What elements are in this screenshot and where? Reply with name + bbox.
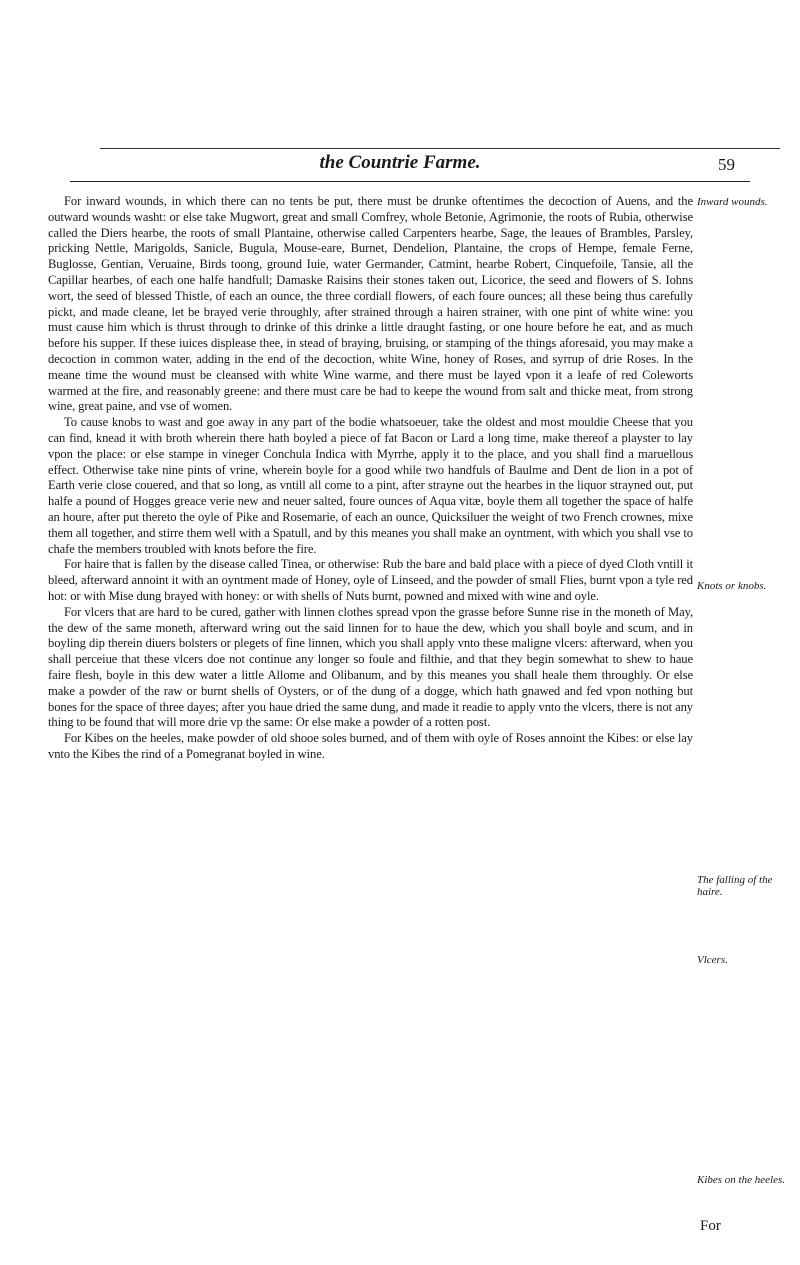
margin-note-inward-wounds: Inward wounds. — [697, 196, 768, 208]
catchword: For — [700, 1218, 721, 1234]
top-rule — [100, 148, 780, 149]
margin-note-knobs: Knots or knobs. — [697, 580, 767, 592]
page-header — [0, 152, 800, 184]
page-number: 59 — [718, 155, 735, 174]
paragraph-inward-wounds: For inward wounds, in which there can no tents be put, there must be drunke oftentimes the decoction of Auens, and the outward wounds washt: or else take Mugwort, great and small Comfrey, whole Betonie, Agrimonie, the roots of Rubia, otherwise called the Diers hearbe, the roots of small Plantaine, otherwise called Carpenters hearbe, Sage, the leaues of Brambles, Parsley, pricking Nettle, Marigolds, Sanicle, Bugula, Mouse-eare, Burnet, Dendelion, Plantaine, the crops of Hempe, female Ferne, Buglosse, Gentian, Veruaine, Birds toong, ground Iuie, water Germander, Catmint, hearbe Robert, Cinquefoile, Tansie, all the Capillar hearbes, of each one halfe handfull; Damaske Raisins their stones taken out, Licorice, the seed and flowers of S. Iohns wort, the seed of blessed Thistle, of each an ounce, the three cordiall flowers, of each foure ounces; all these being thus carefully pickt, and made cleane, let be brayed verie throughly, after strained through a hairen strainer, with one pint of white wine: you must cause him which is thrust through to drinke of this drinke a little draught fasting, or one houre before he eat, and as much before his supper. If these iuices displease thee, in stead of braying, bruising, or stamping of the things aforesaid, you may make a decoction in common water, adding in the end of the decoction, white Wine, honey of Roses, and syrrup of drie Roses. In the meane time the wound must be cleansed with white Wine warme, and there must be layed vpon it a leafe of red Coleworts warmed at the fire, and reasonably greene: and there must care be had to keepe the wound from salt and thicke meat, from strong wine, great paine, and vse of women. — [48, 194, 693, 414]
body-text — [48, 194, 693, 763]
paragraph-vlcers: For vlcers that are hard to be cured, gather with linnen clothes spread vpon the grasse before Sunne rise in the moneth of May, the dew of the same moneth, afterward wring out the said linnen for to haue the dew, which you shall boyle and scum, and in boyling dip therein diuers bolsters or plegets of fine linnen, which you shall apply vnto these maligne vlcers: afterward, when you shall perceiue that these vlcers doe not continue any longer so foule and filthie, and that they begin somewhat to shew to haue faire flesh, boyle in this dew water a little Allome and Olibanum, and by this meanes you shall heale them throughly. Or else make a powder of the raw or burnt shells of Oysters, or of the dung of a dogge, which hath gnawed and fed vpon nothing but bones for the space of three dayes; after you haue dried the same dung, and made it readie to apply vnto the vlcers, there is not any thing to be found that will more drie vp the same: Or else make a powder of a rotten post. — [48, 604, 693, 730]
margin-note-kibes: Kibes on the heeles. — [697, 1174, 785, 1186]
margin-note-vlcers: Vlcers. — [697, 954, 728, 966]
running-title: the Countrie Farme. — [319, 152, 481, 173]
paragraph-haire: For haire that is fallen by the disease called Tinea, or otherwise: Rub the bare and bald place with a piece of dyed Cloth vntill it bleed, afterward annoint it with an oyntment made of Honey, oyle of Linseed, and the powder of small Flies, burnt vpon a tyle red hot: or with Mise dung brayed with honey: or with shells of Nuts burnt, powned and mixed with wine and oyle. — [48, 557, 693, 603]
header-rule — [70, 181, 750, 182]
margin-note-haire: The falling of the haire. — [697, 874, 773, 898]
paragraph-kibes: For Kibes on the heeles, make powder of old shooe soles burned, and of them with oyle of Roses annoint the Kibes: or else lay vnto the Kibes the rind of a Pomegranat boyled in wine. — [48, 731, 693, 761]
paragraph-knobs: To cause knobs to wast and goe away in any part of the bodie whatsoeuer, take the oldest and most mouldie Cheese that you can find, knead it with broth wherein there hath boyled a piece of fat Bacon or Lard a long time, make thereof a playster to lay vpon the place: or else stampe in vineger Conchula Indica with Myrrhe, apply it to the place, and you shall find a maruellous effect. Otherwise take nine pints of vrine, wherein boyle for a good while two handfuls of Baulme and Dent de lion in a pot of Earth verie close couered, and that so long, as vntill all come to a pint, after strayne out the hearbes in the liquor strayned out, put halfe a pound of Hogges greace verie new and neuer salted, foure ounces of Aqua vitæ, boyle them all together the space of halfe an houre, after put thereto the oyle of Pike and Rosemarie, of each an ounce, Quicksiluer the weight of two French crownes, mixe them all together, and stirre them well with a Spatull, and by this meanes you shall make an oyntment, with which you shall vse to chafe the members troubled with knots before the fire. — [48, 415, 693, 556]
